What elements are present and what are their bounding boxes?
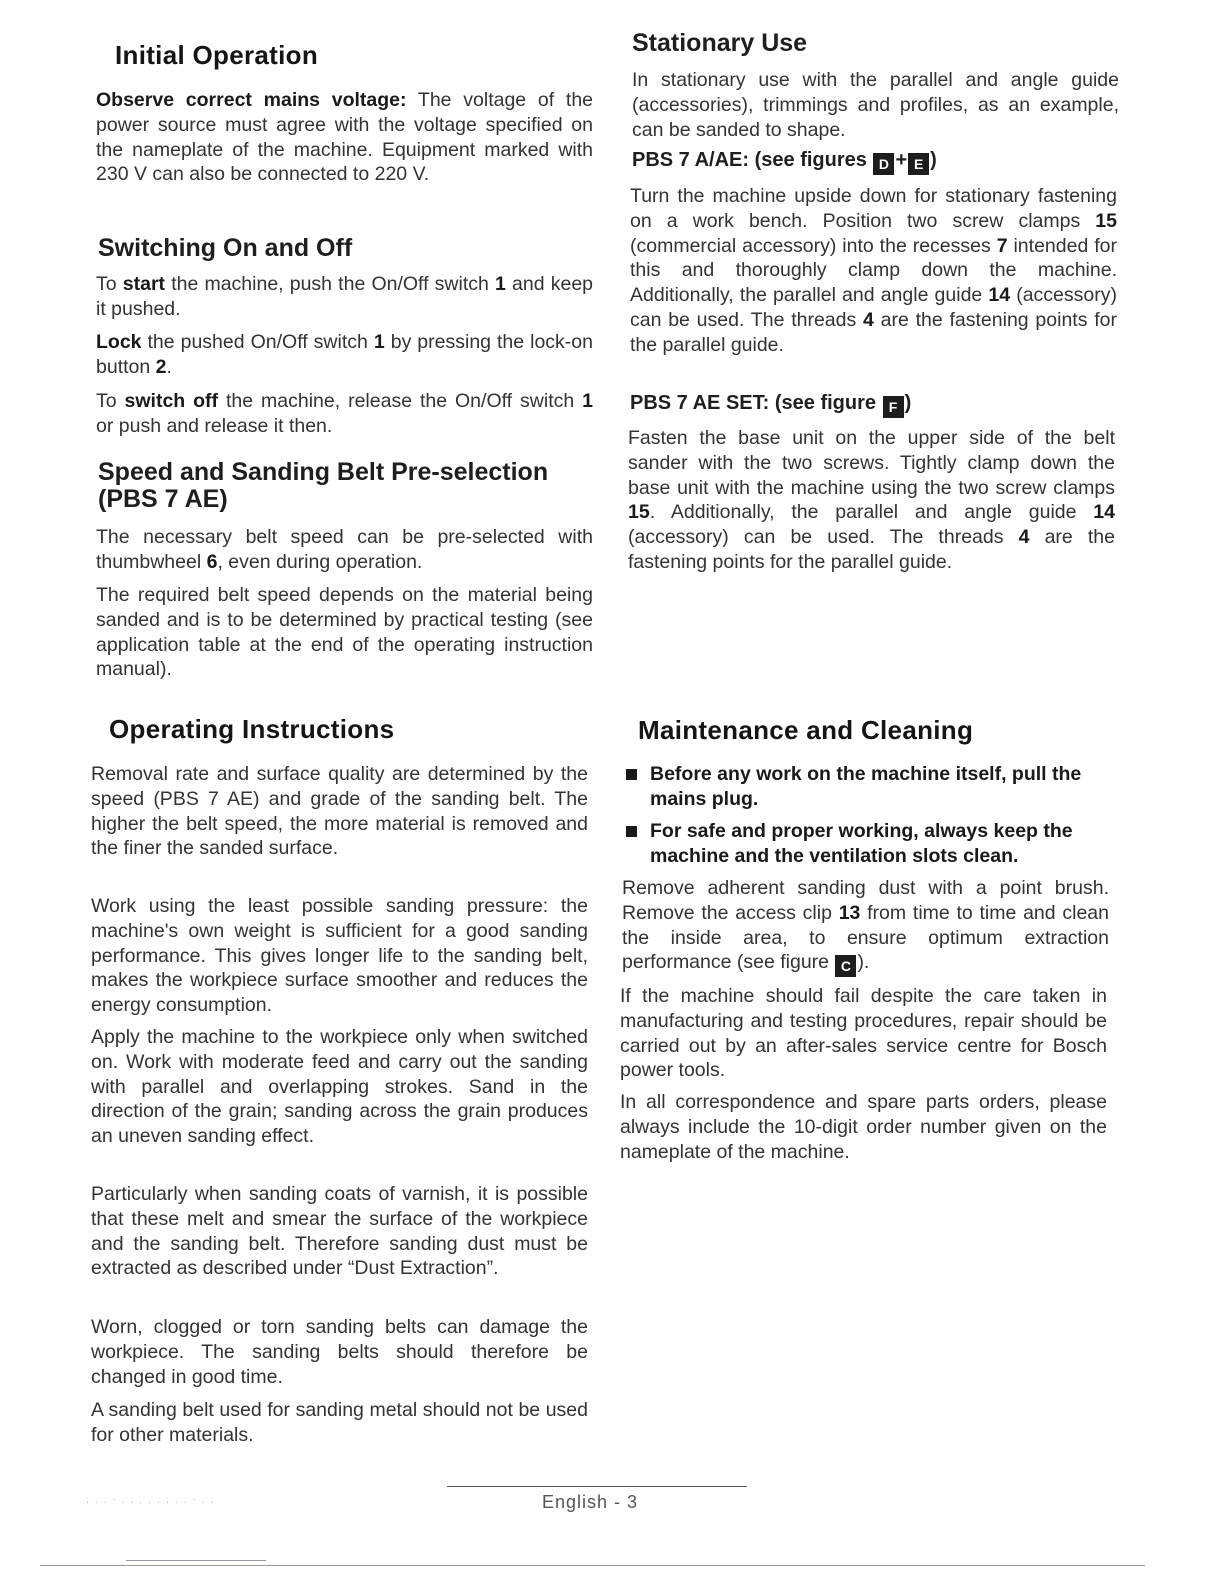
text-span: (commercial accessory) into the recesses [630,234,997,257]
text-span: the pushed On/Off switch [141,331,374,353]
text-span: Fasten the base unit on the upper side of the belt sander with the two screws. Tightly clamp down the base unit with the machine using the two screw clamps [628,427,1115,499]
operating-paragraph-5: Worn, clogged or torn sanding belts can damage the workpiece. The sanding belts should therefore be changed in good time. [91,1316,588,1388]
scan-line [40,1565,1145,1566]
text-span: are the fastening points for the parallel guide. [628,526,1115,573]
switching-heading: Switching On and Off [98,234,353,262]
ref-number: 6 [206,550,218,573]
subheading-text: PBS 7 A/AE: (see figures [632,149,873,171]
operating-paragraph-3: Apply the machine to the workpiece only when switched on. Work with moderate feed and carry out the sanding with parallel and overlapping strokes. Sand in the direction of the grain; sanding across the grain produces an uneven sanding effect. [91,1026,588,1148]
footer-rule [447,1486,747,1487]
text-span: and keep it pushed. [96,273,594,320]
operating-paragraph-2: Work using the least possible sanding pressure: the machine's own weight is sufficient for a good sanding performance. This gives longer life to the sanding belt, makes the workpiece surface smoother and reduces the energy consumption. [91,895,588,1017]
ref-number: 1 [373,331,385,353]
stationary-use-heading: Stationary Use [632,29,808,57]
switch-off-bold: switch off [124,390,219,412]
text-span: by pressing the lock-on button [96,331,593,378]
maintenance-paragraph-1 [622,876,1109,977]
operating-paragraph-6: A sanding belt used for sanding metal should not be used for other materials. [91,1399,588,1446]
text-span: Turn the machine upside down for stationary fastening on a work bench. Position two screw clamps [630,185,1117,232]
scan-line-short [126,1560,266,1561]
bullet-text: For safe and proper working, always keep the machine and the ventilation slots clean. [650,820,1073,867]
ref-number: 4 [1018,526,1030,549]
stationary-intro: In stationary use with the parallel and angle guide (accessories), trimmings and profiles, as an example, can be sanded to shape. [632,69,1119,141]
text-span: Remove adherent sanding dust with a point brush. Remove the access clip [622,877,1109,924]
initial-operation-heading: Initial Operation [115,40,319,70]
operating-paragraph-4: Particularly when sanding coats of varnish, it is possible that these melt and smear the surface of the workpiece and the sanding belt. Therefore sanding dust must be extracted as described under “Dust Extraction”. [91,1183,588,1280]
text-span: . Additionally, the parallel and angle guide [649,501,1094,524]
subheading-text: ) [930,149,937,171]
print-code: · · · ˉ · · · · · · · · ˉ · · [86,1498,216,1507]
maintenance-paragraph-3: In all correspondence and spare parts orders, please always include the 10-digit order number given on the nameplate of the machine. [620,1091,1107,1163]
ref-number: 4 [863,308,874,331]
switch-off-paragraph [96,389,593,439]
speed-paragraph-2: The required belt speed depends on the material being sanded and is to be determined by practical testing (see application table at the end of the operating instruction manual). [96,584,593,681]
maintenance-heading: Maintenance and Cleaning [638,715,974,745]
switch-start-paragraph [96,272,593,322]
bullet-square-icon [626,826,637,837]
speed-heading-line1: Speed and Sanding Belt Pre-selection [98,458,549,486]
text-span: intended for this and thoroughly clamp down the machine. Additionally, the parallel and angle guide [630,234,1117,307]
ref-number: 14 [1093,501,1115,524]
stationary-paragraph-1 [630,184,1117,358]
ref-number: 1 [582,390,593,412]
text-span: (accessory) can be used. The threads [628,526,1019,549]
voltage-text: The voltage of the power source must agree with the voltage specified on the nameplate of the machine. Equipment marked with 230 V can also be connected to 220 V. [96,89,594,186]
ref-number: 2 [155,355,167,378]
lock-bold: Lock [96,331,142,353]
speed-heading-line2: (PBS 7 AE) [98,485,228,513]
stationary-paragraph-2 [628,426,1115,575]
ref-number: 15 [1095,209,1117,232]
pbs7-aae-subheading [632,149,937,175]
voltage-paragraph [96,88,593,187]
text-span: To [96,390,125,412]
text-span: the machine, push the On/Off switch [165,273,496,295]
bullet-text: Before any work on the machine itself, pull the mains plug. [650,763,1082,810]
operating-paragraph-1: Removal rate and surface quality are determined by the speed (PBS 7 AE) and grade of the sanding belt. The higher the belt speed, the more material is removed and the finer the sanded surface. [91,763,588,860]
speed-heading [98,459,548,513]
text-span: To [96,273,123,295]
subheading-text: ) [904,392,912,414]
speed-paragraph-1 [96,525,593,575]
subheading-text: PBS 7 AE SET: (see figure [630,392,882,414]
bullet-unplug [626,762,1113,812]
figure-d-icon: D [873,153,894,175]
start-bold: start [122,273,166,295]
text-span: or push and release it then. [96,414,333,437]
text-span: (accessory) can be used. The threads [630,284,1117,331]
maintenance-paragraph-2: If the machine should fail despite the care taken in manufacturing and testing procedures, repair should be carried out by an after-sales service centre for Bosch power tools. [620,985,1107,1082]
text-span: , even during operation. [217,550,423,573]
ref-number: 1 [495,273,506,295]
text-span: from time to time and clean the inside area, to ensure optimum extraction performance (see figure [622,901,1109,974]
text-span: ). [857,951,870,974]
text-span: the machine, release the On/Off switch [218,390,583,412]
ref-number: 15 [628,501,650,524]
plus-sign: + [895,149,908,171]
figure-c-icon: C [835,955,856,977]
pbs7-ae-set-subheading [630,392,911,418]
text-span: . [166,355,172,378]
figure-f-icon: F [883,396,904,418]
switch-lock-paragraph [96,330,593,380]
text-span: The necessary belt speed can be pre-selected with thumbwheel [96,526,593,573]
bullet-square-icon [626,769,637,780]
operating-instructions-heading: Operating Instructions [109,714,395,744]
bullet-clean [626,819,1113,869]
ref-number: 13 [838,901,861,924]
text-span: are the fastening points for the parallel guide. [630,308,1117,356]
page-label: English - 3 [542,1492,639,1512]
ref-number: 14 [988,284,1011,307]
ref-number: 7 [996,234,1008,257]
figure-e-icon: E [908,153,929,175]
voltage-label: Observe correct mains voltage: [96,89,407,111]
